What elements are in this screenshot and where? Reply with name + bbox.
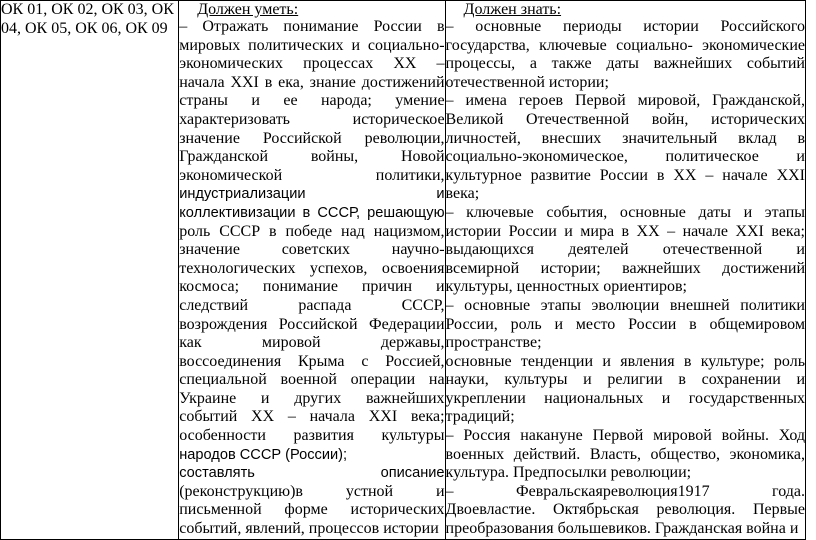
text-line: как мировой державы, [179, 334, 445, 352]
text-line: составлять описание [179, 465, 445, 482]
text-line: Украине и других важнейших [179, 389, 445, 407]
text-line: культура. Предпосылки революции; [445, 464, 692, 482]
text-line: преобразования большевиков. Гражданская война и [445, 520, 799, 538]
text-line: истории России и мира в XX – начале XXI века; [445, 222, 805, 240]
skills-cell [179, 1, 445, 540]
knowledge-text [446, 18, 805, 539]
text-line: специальной военной операции на [179, 371, 445, 389]
text-line: индустриализации и [179, 186, 445, 203]
text-line: роль СССР в победе над нацизмом, [179, 222, 445, 240]
text-line: мировых политических и социально- [179, 36, 445, 54]
text-line: значение Российской революции, [179, 129, 445, 147]
competency-codes-cell [1, 1, 179, 540]
text-line: – Россия накануне Первой мировой войны. Ход [445, 427, 805, 445]
text-line: России, роль и место России в общемировом [445, 315, 805, 333]
text-line: века; [445, 185, 480, 203]
text-line: социально-экономическое, политическое и [445, 148, 805, 166]
text-line: укреплении национальных и государственных [445, 389, 805, 407]
text-line: – имена героев Первой мировой, Гражданской, [445, 92, 805, 110]
text-line: значение советских научно- [179, 241, 445, 259]
text-line: – основные периоды истории Российского [445, 18, 805, 35]
text-line: экономической политики, [179, 166, 445, 184]
text-line: – Отражать понимание России в [179, 18, 445, 35]
text-line: – основные этапы эволюции внешней политики [445, 296, 805, 314]
table-row [1, 1, 806, 540]
text-line: отечественной истории; [445, 73, 609, 91]
knowledge-heading: Должен знать: [463, 1, 562, 18]
text-line: экономических процессах XX – [179, 55, 445, 73]
text-line: коллективизации в СССР, решающую [179, 204, 445, 221]
text-line: Великой Отечественной войн, исторических [445, 110, 805, 128]
text-line: процессы, а также даты важнейших событий [445, 55, 805, 73]
text-line: государства, ключевые социально- экономические [445, 36, 805, 54]
text-line: событий XX – начала XXI века; [179, 408, 445, 426]
text-line: военных действий. Власть, общество, экономика, [445, 445, 805, 463]
text-line: Двоевластие. Октябрьская революция. Первые [445, 501, 805, 519]
text-line: личностей, внесших значительный вклад в [445, 129, 805, 147]
text-line: – ключевые события, основные даты и этапы [445, 203, 805, 221]
text-line: традиций; [445, 408, 515, 426]
text-line: страны и ее народа; умение [179, 92, 445, 110]
text-line: (реконструкцию)в устной и [179, 482, 445, 500]
text-line: культуры, ценностных ориентиров; [445, 278, 687, 296]
text-line: воссоединения Крыма с Россией, [179, 352, 445, 370]
text-line: событий, явлений, процессов истории [179, 520, 439, 538]
text-line: характеризовать историческое [179, 110, 445, 128]
text-line: всемирной истории; важнейших достижений [445, 259, 805, 277]
text-line: народов СССР (России); [179, 446, 348, 463]
text-line: особенности развития культуры [179, 427, 445, 445]
text-line: пространстве; [445, 334, 542, 352]
text-line: – Февральскаяреволюция1917 года. [445, 482, 805, 500]
text-line: культурное развитие России в XX – начале XXI [445, 166, 805, 184]
text-line: возрождения Российской Федерации [179, 315, 445, 333]
text-line: следствий распада СССР, [179, 296, 445, 314]
text-line: начала XXI в ека, знание достижений [179, 73, 445, 91]
text-line: Гражданской войны, Новой [179, 148, 445, 166]
text-line: письменной форме исторических [179, 501, 445, 519]
text-line: технологических успехов, освоения [179, 259, 445, 277]
skills-heading: Должен уметь: [197, 1, 299, 18]
text-line: науки, культуры и религии в сохранении и [445, 371, 805, 389]
competency-codes: ОК 01, ОК 02, ОК 03, ОК 04, ОК 05, ОК 06, ОК 09 [1, 1, 174, 37]
text-line: основные тенденции и явления в культуре; роль [445, 352, 805, 370]
text-line: выдающихся деятелей отечественной и [445, 241, 805, 259]
skills-text [179, 18, 444, 539]
knowledge-cell [445, 1, 805, 540]
text-line: космоса; понимание причин и [179, 278, 445, 296]
